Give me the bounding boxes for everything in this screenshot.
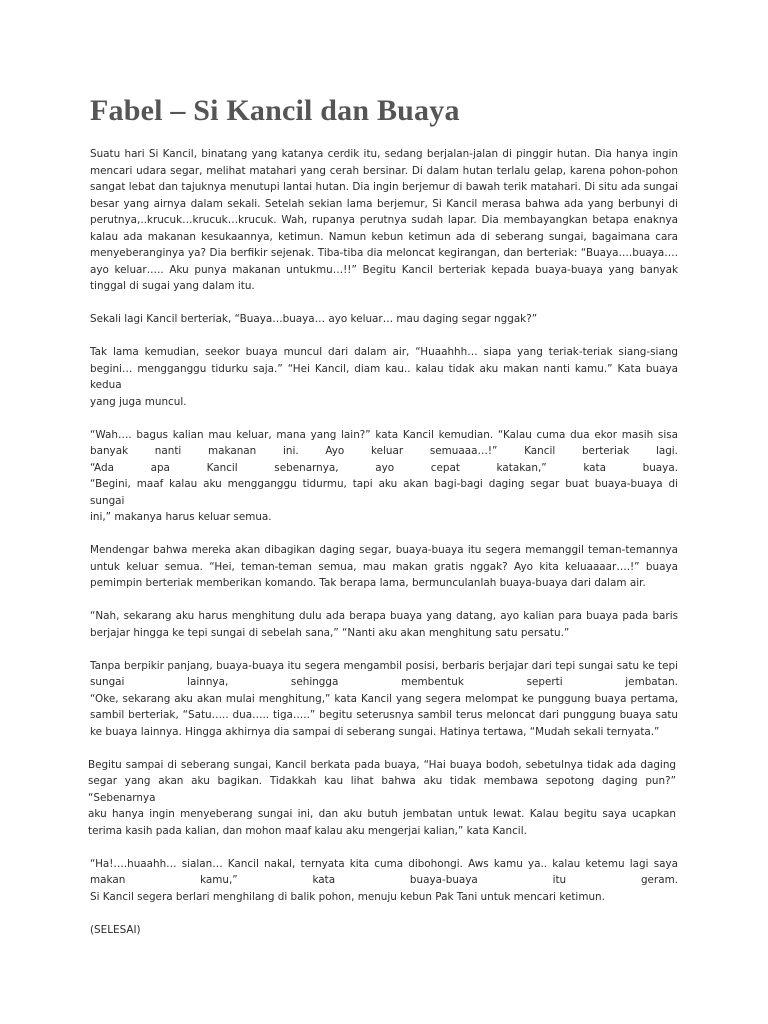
- text-line: “Begini, maaf kalau aku mengganggu tidurmu, tapi aku akan bagi-bagi daging segar buat buaya-buaya di sungai: [90, 478, 678, 507]
- paragraph: [90, 344, 678, 410]
- text-line: sangat lebat dan tajuknya menutupi lantai hutan. Dia ingin berjemur di bawah terik matahari. Di situ ada sungai: [90, 181, 678, 193]
- paragraph: [90, 146, 678, 295]
- text-line: Begitu sampai di seberang sungai, Kancil berkata pada buaya, “Hai buaya bodoh, sebetulnya tidak ada daging: [88, 758, 676, 771]
- paragraph: [90, 922, 678, 939]
- text-line: Suatu hari Si Kancil, binatang yang katanya cerdik itu, sedang berjalan-jalan di pinggir hutan. Dia hanya ingin: [90, 148, 678, 160]
- text-line: ke buaya lainnya. Hingga akhirnya dia sampai di seberang sungai. Hatinya tertawa, “Mudah sekali ternyata.”: [90, 725, 660, 738]
- text-line: pemimpin berteriak memberikan komando. Tak berapa lama, bermunculanlah buaya-buaya dari dalam air.: [90, 577, 646, 589]
- paragraph: [88, 757, 676, 840]
- paragraph: [90, 311, 678, 328]
- text-line: “Wah…. bagus kalian mau keluar, mana yang lain?” kata Kancil kemudian. “Kalau cuma dua ekor masih sisa: [90, 428, 678, 441]
- text-line: yang juga muncul.: [90, 395, 187, 408]
- text-line: Tanpa berpikir panjang, buaya-buaya itu segera mengambil posisi, berbaris berjajar dari tepi sungai satu ke tepi: [90, 659, 678, 672]
- text-line: Si Kancil segera berlari menghilang di balik pohon, menuju kebun Pak Tani untuk mencari ketimun.: [90, 890, 605, 903]
- text-line: (SELESAI): [90, 923, 141, 936]
- text-line: “Ha!….huaahh… sialan… Kancil nakal, ternyata kita cuma dibohongi. Aws kamu ya.. kalau ketemu lagi saya: [90, 857, 678, 870]
- text-line: segar yang akan aku bagikan. Tidakkah kau lihat bahwa aku tidak membawa sepotong daging pun?” “Sebenarnya: [88, 775, 676, 804]
- document-title: Fabel – Si Kancil dan Buaya: [90, 94, 460, 127]
- text-line: besar yang airnya dalam sekali. Setelah sekian lama berjemur, Si Kancil merasa bahwa ada yang berbunyi di: [90, 197, 678, 210]
- text-line: begini… mengganggu tidurku saja.” “Hei Kancil, diam kau.. kalau tidak aku makan nanti kamu.” Kata buaya kedua: [90, 362, 678, 391]
- text-line: Tak lama kemudian, seekor buaya muncul dari dalam air, “Huaahhh… siapa yang teriak-teriak siang-siang: [90, 346, 678, 358]
- text-line: menyeberanginya ya? Dia berfikir sejenak. Tiba-tiba dia meloncat kegirangan, dan berteriak: “Buaya….buaya….: [90, 247, 678, 259]
- text-line: aku hanya ingin menyeberang sungai ini, dan aku butuh jembatan untuk lewat. Kalau begitu saya ucapkan: [88, 808, 676, 820]
- paragraph: [90, 658, 678, 741]
- text-line: “Oke, sekarang aku akan mulai menghitung,” kata Kancil yang segera melompat ke punggung buaya pertama,: [90, 692, 678, 705]
- text-line: ayo keluar….. Aku punya makanan untukmu…!!” Begitu Kancil berteriak kepada buaya-buaya yang banyak: [90, 263, 678, 276]
- text-line: terima kasih pada kalian, dan mohon maaf kalau aku mengerjai kalian,” kata Kancil.: [88, 824, 527, 837]
- text-line: Mendengar bahwa mereka akan dibagikan daging segar, buaya-buaya itu segera memanggil teman-temannya: [90, 544, 678, 556]
- text-line: makan kamu,” kata buaya-buaya itu geram.: [90, 874, 678, 886]
- paragraph: [90, 856, 678, 906]
- text-line: “Ada apa Kancil sebenarnya, ayo cepat katakan,” kata buaya.: [90, 461, 678, 474]
- paragraph: [90, 542, 678, 592]
- text-line: sungai lainnya, sehingga membentuk seperti jembatan.: [90, 676, 678, 688]
- text-line: mencari udara segar, melihat matahari yang cerah bersinar. Di dalam hutan terlalu gelap, karena pohon-pohon: [90, 164, 678, 177]
- text-line: untuk keluar semua. “Hei, teman-teman semua, mau makan gratis nggak? Ayo kita keluaaaar….!” buaya: [90, 560, 678, 573]
- text-line: perutnya,..krucuk…krucuk…krucuk. Wah, rupanya perutnya sudah lapar. Dia membayangkan betapa enaknya: [90, 214, 678, 226]
- text-line: Sekali lagi Kancil berteriak, “Buaya…buaya… ayo keluar… mau daging segar nggak?”: [90, 313, 538, 325]
- text-line: berjajar hingga ke tepi sungai di sebelah sana,” “Nanti aku akan menghitung satu persatu.”: [90, 626, 570, 639]
- document-body: [90, 146, 678, 955]
- paragraph: [90, 608, 678, 641]
- text-line: banyak nanti makanan ini. Ayo keluar semuaaa…!” Kancil berteriak lagi.: [90, 445, 678, 457]
- text-line: sambil berteriak, “Satu….. dua….. tiga…..” begitu seterusnya sambil terus meloncat dari punggung buaya satu: [90, 709, 678, 721]
- text-line: kalau ada makanan kesukaannya, ketimun. Namun kebun ketimun ada di seberang sungai, bagaimana cara: [90, 230, 678, 243]
- paragraph: [90, 427, 678, 526]
- text-line: ini,” makanya harus keluar semua.: [90, 511, 272, 523]
- text-line: tinggal di sugai yang dalam itu.: [90, 280, 255, 292]
- text-line: “Nah, sekarang aku harus menghitung dulu ada berapa buaya yang datang, ayo kalian para buaya pada baris: [90, 610, 678, 622]
